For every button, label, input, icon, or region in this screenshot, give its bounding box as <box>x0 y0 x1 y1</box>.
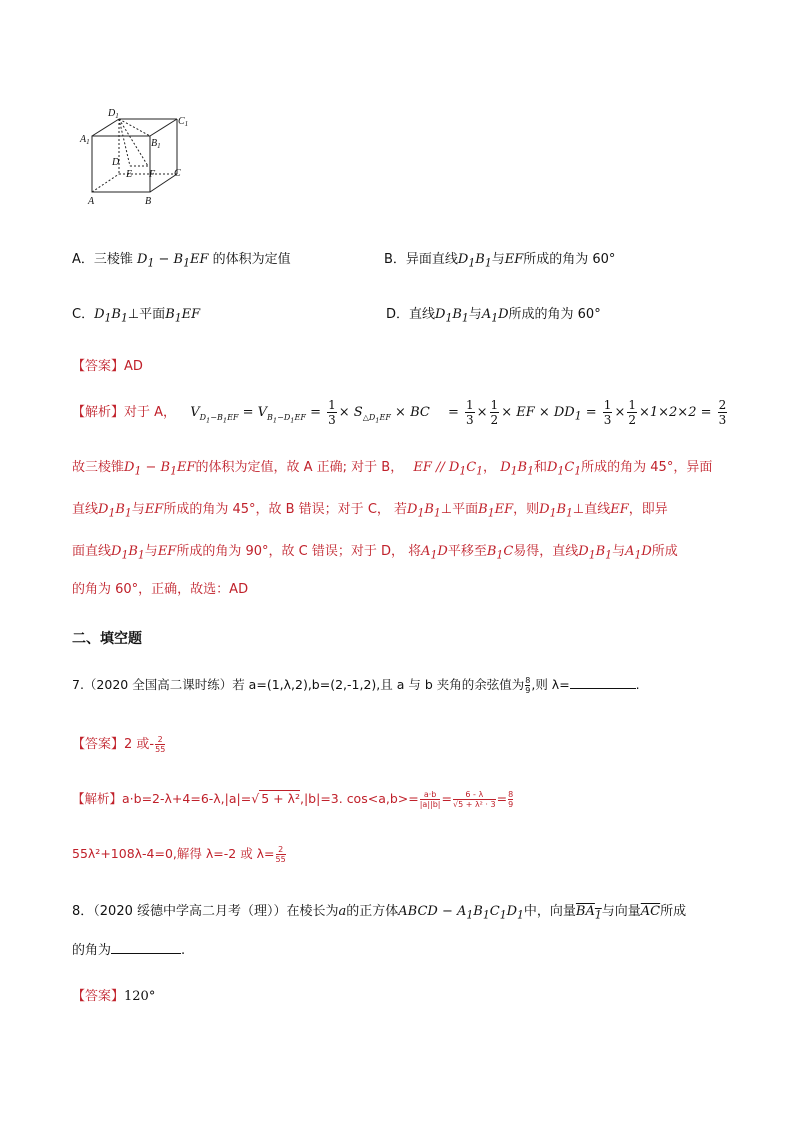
svg-text:D1: $D_1$ <box>108 108 119 120</box>
q7-answer: 【答案】2 或- $\frac{2}{55}$ <box>72 735 166 754</box>
q6-analysis-line5: 的角为 60°，正确，故选：AD <box>72 582 249 597</box>
cube-figure <box>78 104 198 209</box>
label-b1: B <box>151 138 158 149</box>
q7-solution: 55λ²+108λ-4=0,解得 λ=-2 或 λ= $\frac{2}{55}$ <box>72 845 286 864</box>
label-f: F <box>149 169 156 180</box>
svg-text:B1: $B_1$ <box>151 138 161 150</box>
q6-answer: 【答案】AD <box>72 359 143 374</box>
label-c1: C <box>178 116 185 127</box>
label-d: D <box>112 157 120 168</box>
q8-answer-blank <box>111 941 181 954</box>
q8-stem-line2: 的角为 . <box>72 943 186 958</box>
label-a1: A <box>80 134 87 145</box>
label-d1: D <box>108 108 116 119</box>
q6-analysis-line4: 面直线$D_1B_1$与EF所成的角为 90°，故 C 错误；对于 D， 将$A_1D$平移至$B_1C$易得，直线$D_1B_1$与$A_1D$所成 <box>72 544 678 562</box>
option-b: B．异面直线$D_1B_1$与EF所成的角为 60° <box>384 252 616 270</box>
option-d: D．直线$D_1B_1$与$A_1D$所成的角为 60° <box>386 307 601 325</box>
q6-analysis-line2: 故三棱锥$D_1 - B_1EF$的体积为定值，故 A 正确; 对于 B， EF // $D_1C_1$， $D_1B_1$和$D_1C_1$所成的角为 45°，异面 <box>72 460 713 478</box>
q7-analysis: 【解析】a·b=2-λ+4=6-λ,|a|=√ 5 + λ²,|b|=3. cos<a,b>= $\frac{a\cdot b}{|a||b|}$ = $\frac{6 - \lambda}{\text{√5 + λ² · 3}}$ = $\frac{8}{9}$ <box>72 790 514 809</box>
q7-answer-blank <box>570 676 636 689</box>
option-c: C．$D_1B_1\perp$平面$B_1EF$ <box>72 307 201 325</box>
q8-answer: 【答案】120° <box>72 989 156 1004</box>
label-b: B <box>145 196 152 207</box>
svg-text:A1: $A_1$ <box>80 134 90 146</box>
svg-text:C1: $C_1$ <box>178 116 189 128</box>
option-a: A．三棱锥 $D_1 - B_1EF$ 的体积为定值 <box>72 252 291 270</box>
q6-analysis-line3: 直线$D_1B_1$与EF所成的角为 45°，故 B 错误；对于 C， 若$D_1B_1\perp$平面$B_1EF$，则$D_1B_1\perp$直线EF，即异 <box>72 502 668 520</box>
label-e: E <box>126 169 133 180</box>
q6-analysis-line1: 【解析】对于 A， $V_{D_1-B_1EF} = V_{B_1-D_1EF}$ = $\frac{1}{3}$ × $S_{\triangle D_1EF}$ × BC = $\frac{1}{3}$ × $\frac{1}{2}$ × EF × $DD_1$ = $\frac{1}{3}$ × $\frac{1}{2}$ ×1×2×2 = $\frac{2}{3}$ <box>72 398 727 427</box>
label-c: C <box>174 168 181 179</box>
section-title: 二、填空题 <box>72 631 142 647</box>
label-a: A <box>88 196 95 207</box>
q8-stem-line1: 8．（2020 绥德中学高二月考（理））在棱长为a的正方体ABCD − $A_1B_1C_1D_1$中，向量$BA_1$与向量$\overline{AC}$所成 <box>72 904 687 922</box>
q7-stem: 7.（2020 全国高二课时练）若 a=(1,λ,2),b=(2,-1,2),且 a 与 b 夹角的余弦值为 $\frac{8}{9}$ ,则 λ= . <box>72 676 640 695</box>
